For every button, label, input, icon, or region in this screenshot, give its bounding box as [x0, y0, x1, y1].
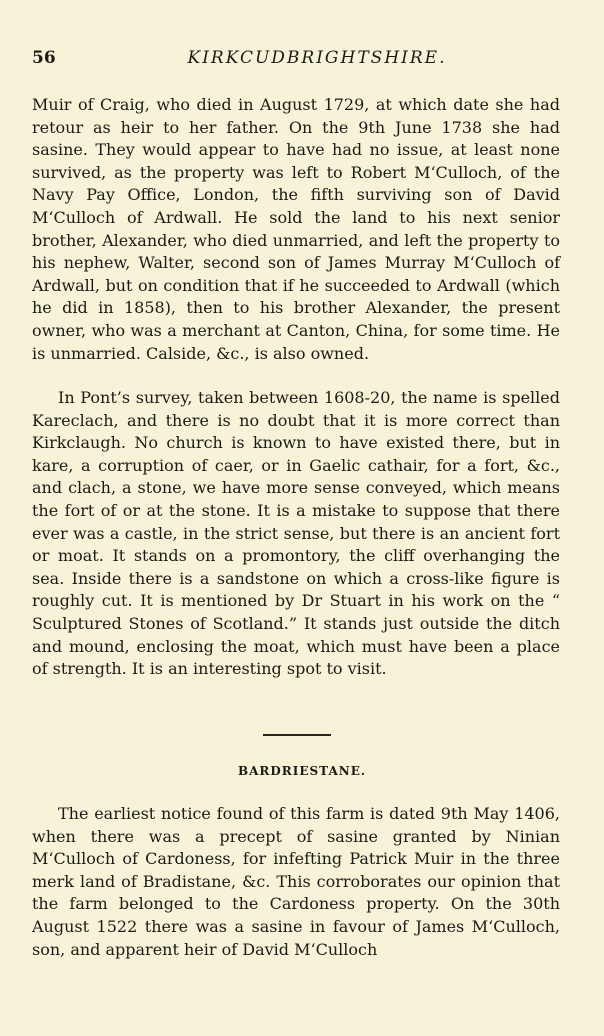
paragraph-continuation: Muir of Craig, who died in August 1729, at which date she had retour as heir to her father. On the 9th June 1738 she had sasine. They would appear to have had no issue, at least none survived, as the property was left to Robert M‘Culloch, of the Navy Pay Office, London, the fifth surviving son of David M‘Culloch of Ardwall. He sold the land to his next senior brother, Alexander, who died unmarried, and left the property to his nephew, Walter, second son of James Murray M‘Culloch of Ardwall, but on condition that if he succeeded to Ardwall (which he did in 1858), then to his brother Alexander, the present owner, who was a merchant at Canton, China, for some time. He is unmarried. Calside, &c., is also owned. — [32, 95, 560, 363]
section-heading: BARDRIESTANE. — [237, 764, 367, 778]
paragraph-bardriestane: The earliest notice found of this farm is dated 9th May 1406, when there was a precept of sasine granted by Ninian M‘Culloch of Cardoness, for infefting Patrick Muir in the three merk land of Bradistane, &c. This corroborates our opinion that the farm belonged to the Cardoness property. On the 30th August 1522 there was a sasine in favour of James M‘Culloch, son, and apparent heir of David M‘Culloch — [32, 804, 560, 959]
running-title: KIRKCUDBRIGHTSHIRE. — [187, 48, 447, 68]
paragraph-ponts-survey: In Pont’s survey, taken between 1608-20, the name is spelled Kareclach, and there is no doubt that it is more correct than Kirkclaugh. No church is known to have existed there, but in kare, a corruption of caer, or in Gaelic cathair, for a fort, &c., and clach, a stone, we have more sense conveyed, which means the fort of or at the stone. It is a mistake to suppose that there ever was a castle, in the strict sense, but there is an ancient fort or moat. It stands on a promontory, the cliff overhanging the sea. Inside there is a sandstone on which a cross-like figure is roughly cut. It is mentioned by Dr Stuart in his work on the “ Sculptured Stones of Scotland.” It stands just outside the ditch and mound, enclosing the moat, which must have been a place of strength. It is an interesting spot to visit. — [32, 388, 560, 679]
running-head — [32, 48, 572, 72]
page-number: 56 — [32, 48, 56, 68]
section-divider — [263, 734, 331, 736]
